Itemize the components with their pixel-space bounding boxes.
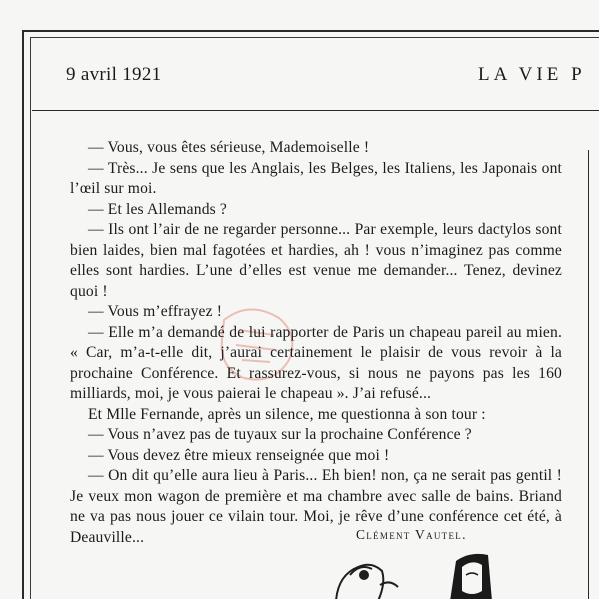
dialogue-line: — Vous devez être mieux renseignée que moi ! bbox=[88, 446, 390, 464]
dialogue-line: — Et les Allemands ? bbox=[88, 200, 227, 218]
illustration-figure-icon bbox=[320, 545, 520, 599]
column-divider bbox=[588, 150, 589, 599]
dialogue-line: — Très... Je sens que les Anglais, les Belges, les Italiens, les Japonais ont l’œil sur moi. bbox=[70, 159, 562, 197]
dialogue-line: — On dit qu’elle aura lieu à Paris... Eh bien! non, ça ne serait pas gentil ! Je veux mon wagon de première et ma chambre avec salle de bains. Briand ne va pas nous jouer ce vilain tour. Moi, je rêve d’une conférence cet été, à Deauville... bbox=[70, 467, 562, 546]
header-divider bbox=[32, 110, 599, 111]
dialogue-line: — Elle m’a demandé de lui rapporter de Paris un chapeau pareil au mien. « Car, m’a-t-elle dit, j’aurai certainement le plaisir de vous revoir à la prochaine Conférence. Et rassurez-vous, si nous ne payons pas les 160 milliards, moi, je vous paierai le chapeau ». J’ai refusé... bbox=[70, 323, 562, 402]
narration-line: Et Mlle Fernande, après un silence, me questionna à son tour : bbox=[88, 405, 486, 423]
dialogue-line: — Vous n’avez pas de tuyaux sur la prochaine Conférence ? bbox=[88, 426, 472, 443]
issue-date: 9 avril 1921 bbox=[66, 64, 162, 85]
dialogue-line: — Vous, vous êtes sérieuse, Mademoiselle ! bbox=[88, 139, 370, 156]
dialogue-line: — Ils ont l’air de ne regarder personne... Par exemple, leurs dactylos sont bien laides, bien mal fagotées et hardies, ah ! vous n’imaginez pas comme elles sont hardies. L’une d’elles est venue me demander... Tenez, devinez quoi ! bbox=[70, 221, 562, 300]
masthead-title: LA VIE P bbox=[478, 64, 586, 85]
article-body bbox=[70, 138, 562, 548]
dialogue-line: — Vous m’effrayez ! bbox=[88, 303, 223, 320]
author-signature: Clément Vautel. bbox=[356, 527, 467, 542]
